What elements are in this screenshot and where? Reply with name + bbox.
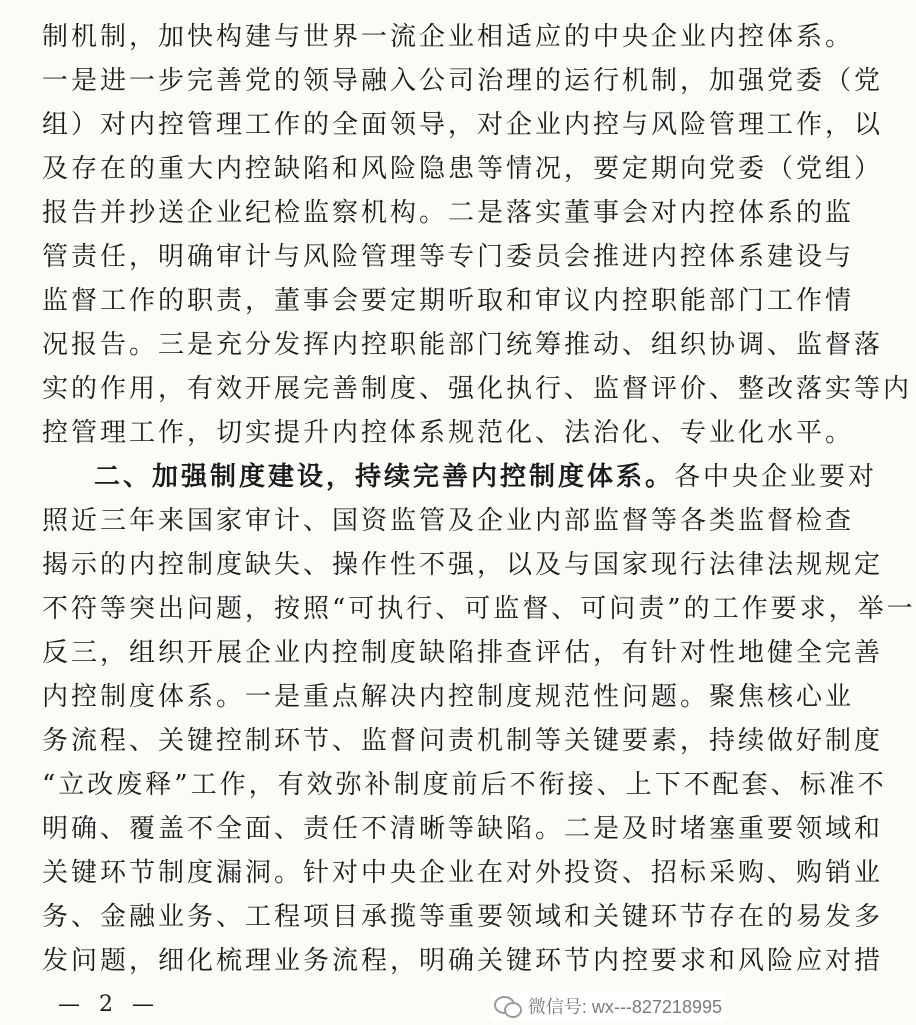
text-line: 照近三年来国家审计、国资监管及企业内部监督等各类监督检查 <box>42 506 855 536</box>
text-line: 务、金融业务、工程项目承揽等重要领域和关键环节存在的易发多 <box>42 902 884 932</box>
page-number: — 2 — <box>58 992 160 1017</box>
text-line: 揭示的内控制度缺失、操作性不强，以及与国家现行法律法规规定 <box>42 550 884 580</box>
text-line: 监督工作的职责，董事会要定期听取和审议内控职能部门工作情 <box>42 286 855 316</box>
section-heading: 二、加强制度建设，持续完善内控制度体系。 <box>94 462 675 492</box>
watermark-text: 微信号: wx---827218995 <box>527 997 722 1017</box>
text-line-last: 发问题，细化梳理业务流程，明确关键环节内控要求和风险应对措 <box>42 946 884 976</box>
text-line: 不符等突出问题，按照“可执行、可监督、可问责”的工作要求，举一 <box>42 594 916 624</box>
text-line: 组）对内控管理工作的全面领导，对企业内控与风险管理工作，以 <box>42 110 884 140</box>
text-line: 务流程、关键控制环节、监督问责机制等关键要素，持续做好制度 <box>42 726 884 756</box>
text-line: 控管理工作，切实提升内控体系规范化、法治化、专业化水平。 <box>42 418 855 448</box>
text-line: 实的作用，有效开展完善制度、强化执行、监督评价、整改落实等内 <box>42 374 913 404</box>
document-page <box>42 14 916 984</box>
text-line: 内控制度体系。一是重点解决内控制度规范性问题。聚焦核心业 <box>42 682 855 712</box>
text-line: 管责任，明确审计与风险管理等专门委员会推进内控体系建设与 <box>42 242 855 272</box>
text-line: “立改废释”工作，有效弥补制度前后不衔接、上下不配套、标准不 <box>42 770 887 800</box>
text-line: 报告并抄送企业纪检监察机构。二是落实董事会对内控体系的监 <box>42 198 855 228</box>
text-line: 及存在的重大内控缺陷和风险隐患等情况，要定期向党委（党组） <box>42 154 884 184</box>
page-footer <box>0 985 750 1025</box>
text-line: 关键环节制度漏洞。针对中央企业在对外投资、招标采购、购销业 <box>42 858 884 888</box>
text-line: 一是进一步完善党的领导融入公司治理的运行机制，加强党委（党 <box>42 66 884 96</box>
text-line: 制机制，加快构建与世界一流企业相适应的中央企业内控体系。 <box>42 22 855 52</box>
text-line: 况报告。三是充分发挥内控职能部门统筹推动、组织协调、监督落 <box>42 330 884 360</box>
wechat-watermark <box>490 991 726 1021</box>
text-line: 反三，组织开展企业内控制度缺陷排查评估，有针对性地健全完善 <box>42 638 884 668</box>
section-heading-line <box>42 454 878 500</box>
text-line: 明确、覆盖不全面、责任不清晰等缺陷。二是及时堵塞重要领域和 <box>42 814 884 844</box>
section-heading-tail: 各中央企业要对 <box>674 462 878 492</box>
wechat-icon <box>494 994 522 1018</box>
